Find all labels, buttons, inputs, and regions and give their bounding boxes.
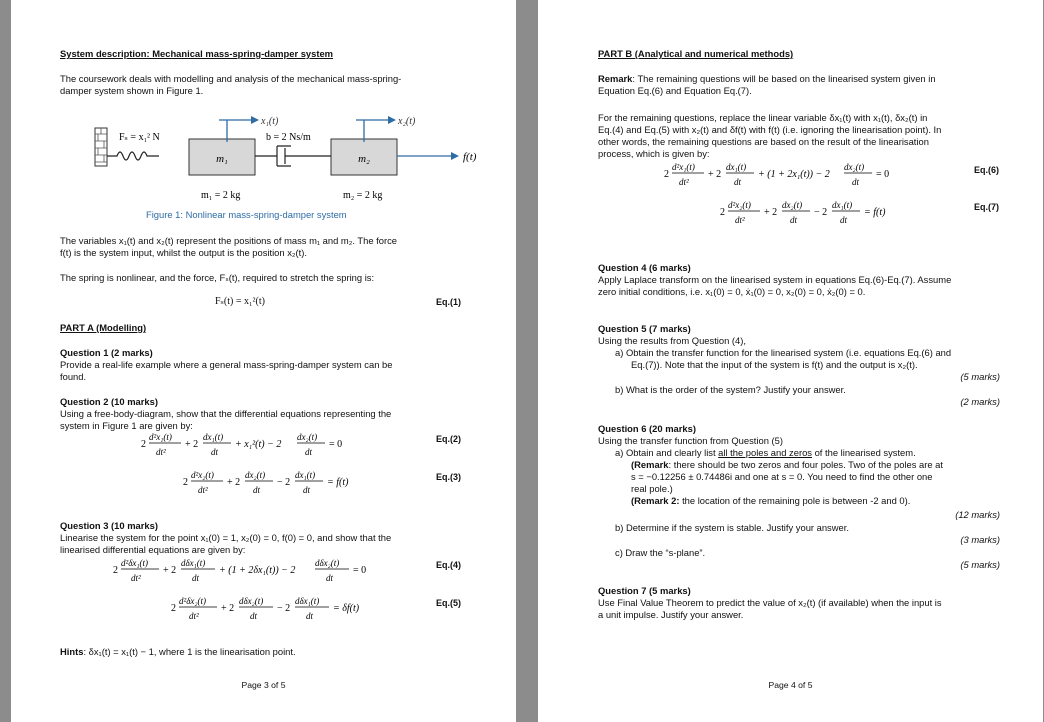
mass-1-label: m₁: [216, 153, 228, 165]
equation-6: [662, 158, 912, 190]
eq7-label: Eq.(7): [974, 202, 1000, 212]
remark-text: : The remaining questions will be based on the linearised system given in: [632, 73, 936, 84]
x1-label: x₁(t): [261, 116, 279, 127]
svg-text:dt: dt: [192, 573, 200, 583]
q6-a-end: of the linearised system.: [811, 447, 916, 458]
svg-text:+ (1 + 2x₁(t)) − 2: + (1 + 2x₁(t)) − 2: [758, 169, 830, 180]
page-4: [538, 0, 1043, 722]
q3-line-1: Linearise the system for the point x₁(0) = 1, x₂(0) = 0, f(0) = 0, and show that the: [60, 532, 392, 543]
equation-7: [718, 196, 918, 228]
svg-text:+ 2: + 2: [227, 477, 241, 488]
q6-remark-2-text: the location of the remaining pole is between -2 and 0).: [679, 495, 911, 506]
eq4-label: Eq.(4): [436, 560, 462, 570]
equation-1: Fₛ(t) = x₁²(t): [215, 296, 265, 307]
q2-title: Question 2 (10 marks): [60, 396, 158, 407]
q6-remark-1-label: (Remark: [631, 459, 669, 470]
q5-line-1: Using the results from Question (4),: [598, 335, 746, 346]
part-b-title: PART B (Analytical and numerical methods): [598, 48, 794, 59]
svg-text:dt²: dt²: [156, 447, 166, 457]
figure-caption: Figure 1: Nonlinear mass-spring-damper system: [146, 209, 347, 220]
remark-label: Remark: [598, 73, 633, 84]
q6-a-line-1: [615, 447, 916, 459]
mass-1-value: m₁ = 2 kg: [201, 190, 241, 201]
q5-b-marks: (2 marks): [960, 396, 1000, 407]
q4-line-2: zero initial conditions, i.e. x₁(0) = 0, ẋ₁(0) = 0, x₂(0) = 0, ẋ₂(0) = 0.: [598, 286, 866, 297]
hints-text: : δx₁(t) = x₁(t) − 1, where 1 is the linearisation point.: [83, 646, 296, 657]
svg-text:dt: dt: [840, 215, 848, 225]
hints: [60, 646, 296, 658]
equation-3: [181, 466, 381, 498]
q4-line-1: Apply Laplace transform on the linearised system in equations Eq.(6)-Eq.(7). Assume: [598, 274, 952, 285]
q6-c-marks: (5 marks): [960, 559, 1000, 570]
svg-text:2: 2: [113, 565, 118, 576]
q1-line-2: found.: [60, 371, 87, 382]
mass-2-value: m₂ = 2 kg: [343, 190, 383, 201]
equation-5: [169, 592, 399, 624]
svg-text:dx₁(t): dx₁(t): [203, 432, 224, 442]
eq6-label: Eq.(6): [974, 165, 1000, 175]
svg-text:dt: dt: [211, 447, 219, 457]
svg-text:− 2: − 2: [277, 477, 291, 488]
eq3-label: Eq.(3): [436, 472, 462, 482]
mass-spring-damper-figure: [91, 108, 481, 208]
wall: [95, 128, 107, 166]
svg-text:dt: dt: [305, 447, 313, 457]
svg-text:2: 2: [183, 477, 188, 488]
svg-text:dt: dt: [306, 611, 314, 621]
svg-text:d²x₁(t): d²x₁(t): [149, 432, 172, 442]
remark-line-2: Equation Eq.(6) and Equation Eq.(7).: [598, 85, 752, 96]
svg-text:= f(t): = f(t): [327, 477, 349, 488]
q4-title: Question 4 (6 marks): [598, 262, 691, 273]
spring: [107, 152, 159, 160]
svg-text:dx₂(t): dx₂(t): [844, 162, 865, 172]
svg-text:= 0: = 0: [353, 565, 367, 576]
q5-a-line-2: Eq.(7)). Note that the input of the system is f(t) and the output is x₂(t).: [631, 359, 918, 370]
q2-line-1: Using a free-body-diagram, show that the differential equations representing the: [60, 408, 392, 419]
svg-text:dδx₂(t): dδx₂(t): [239, 596, 264, 606]
svg-text:2: 2: [720, 207, 725, 218]
q6-a-underlined: all the poles and zeros: [718, 447, 812, 458]
svg-text:dt: dt: [852, 177, 860, 187]
q3-title: Question 3 (10 marks): [60, 520, 158, 531]
svg-text:dt²: dt²: [198, 485, 208, 495]
svg-text:+ 2: + 2: [163, 565, 177, 576]
svg-text:2: 2: [664, 169, 669, 180]
svg-text:dt²: dt²: [131, 573, 141, 583]
svg-text:dt: dt: [253, 485, 261, 495]
variables-line-1: The variables x₁(t) and x₂(t) represent the positions of mass m₁ and m₂. The force: [60, 235, 398, 246]
svg-text:+ 2: + 2: [708, 169, 722, 180]
svg-text:= 0: = 0: [876, 169, 890, 180]
equation-2: [139, 428, 369, 460]
q5-title: Question 5 (7 marks): [598, 323, 691, 334]
x2-label: x₂(t): [398, 116, 416, 127]
q6-b: b) Determine if the system is stable. Justify your answer.: [615, 522, 849, 533]
svg-text:2: 2: [141, 439, 146, 450]
hints-label: Hints: [60, 646, 84, 657]
svg-text:dt²: dt²: [679, 177, 689, 187]
svg-text:dt: dt: [734, 177, 742, 187]
svg-text:dδx₂(t): dδx₂(t): [315, 558, 340, 568]
q6-a-marks: (12 marks): [955, 509, 1000, 520]
q1-title: Question 1 (2 marks): [60, 347, 153, 358]
variables-line-2: f(t) is the system input, whilst the output is the position x₂(t).: [60, 247, 307, 258]
equation-4: [111, 554, 391, 586]
damper: [255, 146, 331, 166]
svg-text:2: 2: [171, 603, 176, 614]
svg-text:dx₂(t): dx₂(t): [297, 432, 318, 442]
q6-remark-1-text: : there should be two zeros and four poles. Two of the poles are at: [668, 459, 944, 470]
svg-text:dt: dt: [790, 215, 798, 225]
svg-text:+ 2: + 2: [185, 439, 199, 450]
intro-line-1: The coursework deals with modelling and analysis of the mechanical mass-spring-: [60, 73, 402, 84]
svg-text:+ 2: + 2: [764, 207, 778, 218]
svg-text:d²x₂(t): d²x₂(t): [728, 200, 751, 210]
page-4-footer: Page 4 of 5: [768, 680, 813, 690]
svg-text:= δf(t): = δf(t): [333, 603, 360, 614]
svg-text:dx₁(t): dx₁(t): [832, 200, 853, 210]
damper-label: b = 2 Ns/m: [266, 132, 311, 143]
svg-text:d²x₂(t): d²x₂(t): [191, 470, 214, 480]
svg-text:dδx₁(t): dδx₁(t): [181, 558, 206, 568]
page-3: [11, 0, 516, 722]
svg-text:dx₁(t): dx₁(t): [726, 162, 747, 172]
q6-remark-2-label: (Remark 2:: [631, 495, 680, 506]
intro-line-2: damper system shown in Figure 1.: [60, 85, 204, 96]
svg-text:+ 2: + 2: [221, 603, 235, 614]
spring-force-label: Fₛ = x₁² N: [119, 132, 160, 143]
force-label: f(t): [463, 151, 477, 163]
q5-a-marks: (5 marks): [960, 371, 1000, 382]
para-line-3: other words, the remaining questions are based on the result of the linearisation: [598, 136, 929, 147]
q6-line-1: Using the transfer function from Question (5): [598, 435, 783, 446]
q7-title: Question 7 (5 marks): [598, 585, 691, 596]
q6-remark-1b: s = −0.12256 ± 0.74486i and one at s = 0. You need to find the other one: [631, 471, 933, 482]
eq1-label: Eq.(1): [436, 297, 462, 307]
svg-text:dt: dt: [326, 573, 334, 583]
para-line-2: Eq.(4) and Eq.(5) with x₂(t) and δf(t) with f(t) (i.e. ignoring the linearisation point). In: [598, 124, 942, 135]
svg-text:d²x₁(t): d²x₁(t): [672, 162, 695, 172]
svg-text:d²δx₂(t): d²δx₂(t): [179, 596, 206, 606]
svg-text:= f(t): = f(t): [864, 207, 886, 218]
mass-2-label: m₂: [358, 153, 370, 165]
remark-line-1: [598, 73, 936, 85]
svg-text:+ (1 + 2δx₁(t)) − 2: + (1 + 2δx₁(t)) − 2: [219, 565, 296, 576]
svg-text:= 0: = 0: [329, 439, 343, 450]
system-description-title: System description: Mechanical mass-spring-damper system: [60, 48, 334, 59]
eq2-label: Eq.(2): [436, 434, 462, 444]
svg-text:dx₂(t): dx₂(t): [245, 470, 266, 480]
page-3-footer: Page 3 of 5: [241, 680, 286, 690]
para-line-1: For the remaining questions, replace the linear variable δx₁(t) with x₁(t), δx₂(t) in: [598, 112, 928, 123]
svg-text:dx₁(t): dx₁(t): [295, 470, 316, 480]
svg-text:dt²: dt²: [189, 611, 199, 621]
svg-text:dt: dt: [303, 485, 311, 495]
q6-c: c) Draw the “s-plane”.: [615, 547, 706, 558]
svg-text:d²δx₁(t): d²δx₁(t): [121, 558, 148, 568]
q6-title: Question 6 (20 marks): [598, 423, 696, 434]
q6-a-text: a) Obtain and clearly list: [615, 447, 719, 458]
svg-text:dδx₁(t): dδx₁(t): [295, 596, 320, 606]
part-a-title: PART A (Modelling): [60, 322, 147, 333]
spring-description: The spring is nonlinear, and the force, Fₛ(t), required to stretch the spring is:: [60, 272, 375, 283]
svg-text:− 2: − 2: [814, 207, 828, 218]
q5-a-line-1: a) Obtain the transfer function for the linearised system (i.e. equations Eq.(6) and: [615, 347, 952, 358]
svg-text:dt: dt: [250, 611, 258, 621]
svg-text:+ x₁²(t) − 2: + x₁²(t) − 2: [235, 439, 282, 450]
q6-remark-1c: real pole.): [631, 483, 673, 494]
eq5-label: Eq.(5): [436, 598, 462, 608]
q6-remark-2: [631, 495, 910, 507]
q3-line-2: linearised differential equations are given by:: [60, 544, 246, 555]
q6-remark-1: [631, 459, 943, 471]
q7-line-1: Use Final Value Theorem to predict the value of x₂(t) (if available) when the input is: [598, 597, 942, 608]
q6-b-marks: (3 marks): [960, 534, 1000, 545]
svg-text:− 2: − 2: [277, 603, 291, 614]
svg-text:dt²: dt²: [735, 215, 745, 225]
q7-line-2: a unit impulse. Justify your answer.: [598, 609, 744, 620]
svg-text:dx₂(t): dx₂(t): [782, 200, 803, 210]
para-line-4: process, which is given by:: [598, 148, 710, 159]
q5-b: b) What is the order of the system? Justify your answer.: [615, 384, 846, 395]
q1-line-1: Provide a real-life example where a general mass-spring-damper system can be: [60, 359, 393, 370]
q2-line-2: system in Figure 1 are given by:: [60, 420, 193, 431]
